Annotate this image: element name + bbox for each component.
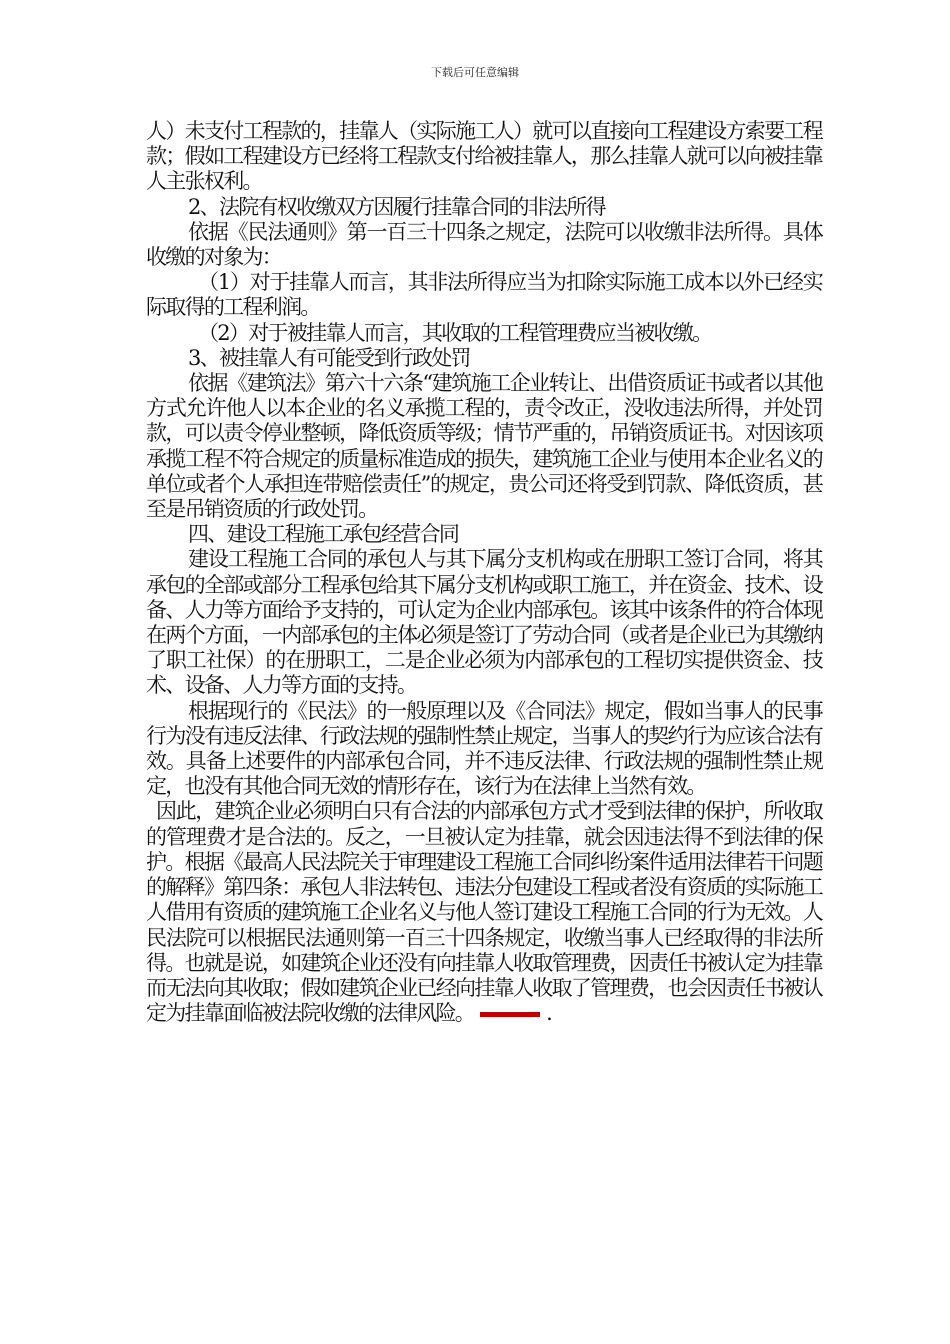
paragraph-last [146, 799, 822, 1026]
paragraph: 建设工程施工合同的承包人与其下属分支机构或在册职工签订合同，将其承包的全部或部分工程承包给其下属分支机构或职工施工，并在资金、技术、设备、人力等方面给予支持的，可认定为企业内部承包。该其中该条件的符合体现在两个方面，一内部承包的主体必须是签订了劳动合同（或者是企业已为其缴纳了职工社保）的在册职工，二是企业必须为内部承包的工程切实提供资金、技术、设备、人力等方面的支持。 [146, 547, 822, 698]
red-underline-mark [480, 1012, 540, 1017]
section-heading: 2、法院有权收缴双方因履行挂靠合同的非法所得 [188, 194, 605, 219]
section-heading: 3、被挂靠人有可能受到行政处罚 [188, 345, 470, 370]
page-header: 下载后可任意编辑 [431, 66, 519, 79]
section-heading: 四、建设工程施工承包经营合同 [188, 522, 459, 547]
paragraph: 人）未支付工程款的，挂靠人（实际施工人）就可以直接向工程建设方索要工程款；假如工程建设方已经将工程款支付给被挂靠人，那么挂靠人就可以向被挂靠人主张权利。 [146, 119, 822, 194]
paragraph: 依据《民法通则》第一百三十四条之规定，法院可以收缴非法所得。具体收缴的对象为： [146, 219, 822, 270]
end-mark: . [546, 1001, 552, 1026]
paragraph: 根据现行的《民法》的一般原理以及《合同法》规定，假如当事人的民事行为没有违反法律、行政法规的强制性禁止规定，当事人的契约行为应该合法有效。具备上述要件的内部承包合同，并不违反法律、行政法规的强制性禁止规定，也没有其他合同无效的情形存在，该行为在法律上当然有效。 [146, 698, 822, 799]
document-body [146, 119, 822, 1026]
paragraph: 依据《建筑法》第六十六条“建筑施工企业转让、出借资质证书或者以其他方式允许他人以本企业的名义承揽工程的，责令改正，没收违法所得，并处罚款，可以责令停业整顿，降低资质等级；情节严重的，吊销资质证书。对因该项承揽工程不符合规定的质量标准造成的损失，建筑施工企业与使用本企业名义的单位或者个人承担连带赔偿责任”的规定，贵公司还将受到罚款、降低资质，甚至是吊销资质的行政处罚。 [146, 371, 822, 522]
paragraph-text: 因此，建筑企业必须明白只有合法的内部承包方式才受到法律的保护，所收取的管理费才是合法的。反之，一旦被认定为挂靠，就会因违法得不到法律的保护。根据《最高人民法院关于审理建设工程施工合同纠纷案件适用法律若干问题的解释》第四条：承包人非法转包、违法分包建设工程或者没有资质的实际施工人借用有资质的建筑施工企业名义与他人签订建设工程施工合同的行为无效。人民法院可以根据民法通则第一百三十四条规定，收缴当事人已经取得的非法所得。也就是说，如建筑企业还没有向挂靠人收取管理费，因责任书被认定为挂靠而无法向其收取；假如建筑企业已经向挂靠人收取了管理费，也会因责任书被认定为挂靠面临被法院收缴的法律风险。 [146, 799, 822, 1026]
list-item: （2）对于被挂靠人而言，其收取的工程管理费应当被收缴。 [198, 320, 712, 345]
list-item: （1）对于挂靠人而言，其非法所得应当为扣除实际施工成本以外已经实际取得的工程利润。 [146, 270, 822, 320]
